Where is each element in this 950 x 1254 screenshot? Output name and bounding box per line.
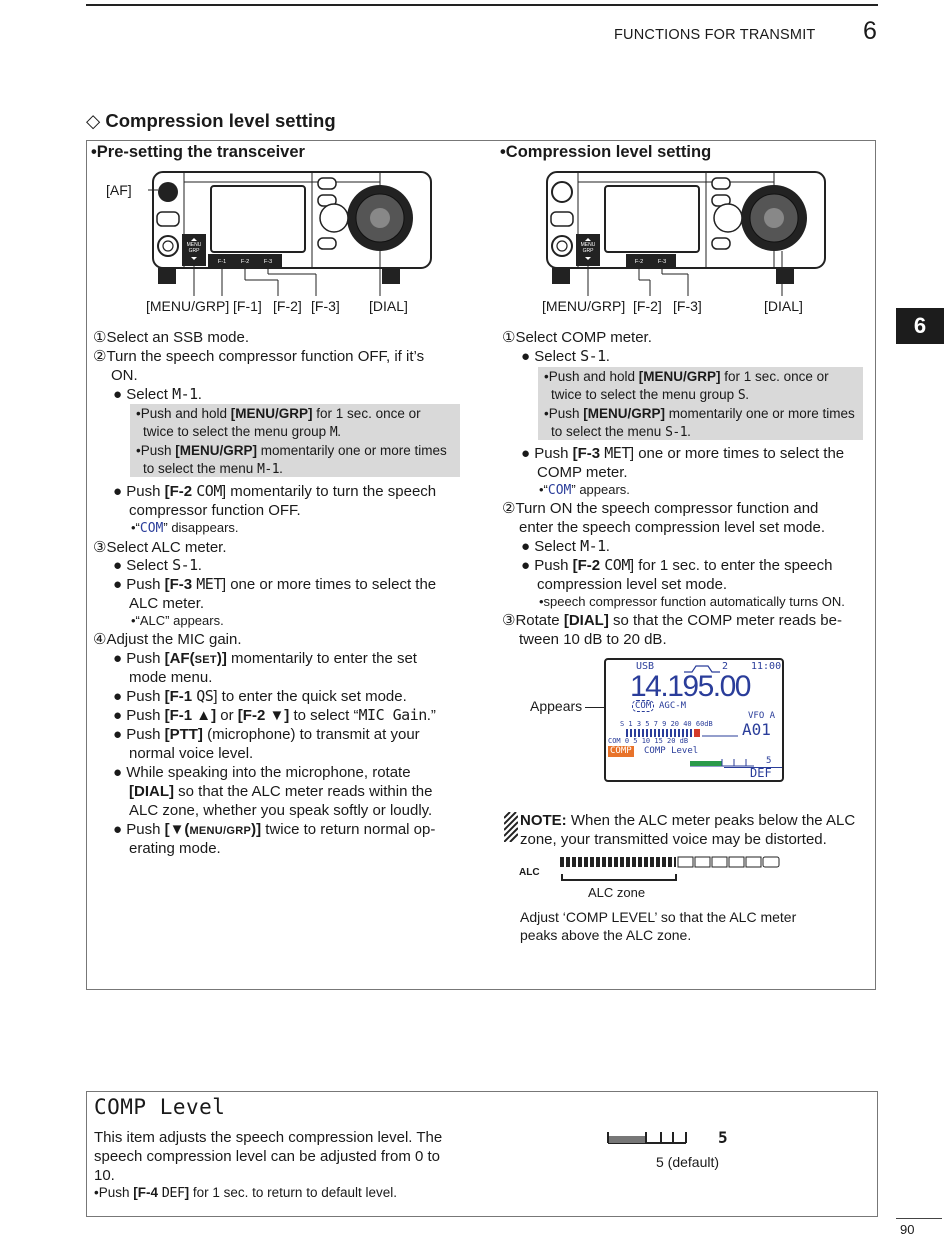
- comp-level-bar-graphic: [607, 1130, 687, 1146]
- right-f2-callout: [F-2]: [633, 298, 662, 314]
- af-callout: [AF]: [106, 182, 132, 198]
- lcd-mode: USB: [636, 661, 655, 672]
- left-step-4-b6: ● Push [▼(MENU/GRP)] twice to return normal op-: [113, 821, 436, 838]
- left-panel-illustration: [148, 168, 438, 298]
- left-step-3-sub: •“ALC” appears.: [131, 613, 224, 628]
- right-step-2-select: ● Select M-1.: [521, 537, 610, 555]
- right-dial-callout: [DIAL]: [764, 298, 803, 314]
- alc-meter: [558, 856, 784, 886]
- right-step-1-push-cont: COMP meter.: [537, 464, 628, 481]
- left-dial-callout: [DIAL]: [369, 298, 408, 314]
- chapter-number: 6: [863, 17, 877, 45]
- left-f3-callout: [F-3]: [311, 298, 340, 314]
- right-menu-grp-callout: [MENU/GRP]: [542, 298, 626, 314]
- left-grp-key-label: GRP: [188, 248, 200, 254]
- page-number: 90: [900, 1222, 915, 1237]
- left-f2-key-label: F-2: [240, 259, 250, 265]
- lcd-s-scale: S 1 3 5 7 9 20 40 60dB: [620, 720, 713, 728]
- note-hatch-icon: [504, 812, 518, 842]
- left-menu-grp-callout: [MENU/GRP]: [146, 298, 230, 314]
- alc-label: ALC: [519, 867, 540, 878]
- left-step-4-b4: ● Push [PTT] (microphone) to transmit at your: [113, 726, 420, 743]
- right-step-2-cont: enter the speech compression level set mode.: [519, 519, 825, 536]
- right-panel-illustration: [542, 168, 832, 298]
- lcd-time: 11:00: [751, 661, 782, 672]
- lcd-frequency: 14.195.00: [630, 670, 750, 703]
- lcd-filter-number: 2: [722, 661, 729, 672]
- right-step-2: ②Turn ON the speech compressor function and: [502, 500, 819, 517]
- left-f3-key-label: F-3: [263, 259, 273, 265]
- right-step-1-select: ● Select S-1.: [521, 347, 610, 365]
- left-step-4-b6-cont: erating mode.: [129, 840, 221, 857]
- adjust-line-2: peaks above the ALC zone.: [520, 927, 692, 943]
- right-step-3-cont: tween 10 dB to 20 dB.: [519, 631, 667, 648]
- left-step-4-b1: ● Push [AF(SET)] momentarily to enter the set: [113, 650, 417, 667]
- right-menu-note: •Push and hold [MENU/GRP] for 1 sec. once or twice to select the menu group S. •Push [MENU/GRP] momentarily one or more times to select the menu S-1.: [538, 367, 863, 440]
- comp-level-default-caption: 5 (default): [656, 1154, 720, 1170]
- chapter-title: FUNCTIONS FOR TRANSMIT: [614, 27, 816, 43]
- left-step-4-b5-cont1: [DIAL] so that the ALC meter reads within the: [129, 783, 433, 800]
- right-f2-key-label: F-2: [634, 259, 644, 265]
- page-number-rule: [896, 1218, 942, 1219]
- lcd-memory: A01: [742, 720, 771, 739]
- right-step-2-sub: •speech compressor function automatically turns ON.: [539, 594, 845, 609]
- left-step-3: ③Select ALC meter.: [93, 539, 227, 556]
- left-f1-callout: [F-1]: [233, 298, 262, 314]
- left-step-3-push-cont: ALC meter.: [129, 595, 205, 612]
- comp-level-title: COMP Level: [94, 1095, 226, 1119]
- chapter-side-tab: 6: [896, 308, 944, 344]
- left-f2-callout: [F-2]: [273, 298, 302, 314]
- comp-level-desc-2: speech compression level can be adjusted from 0 to: [94, 1148, 441, 1165]
- left-step-2-sub: •“COM” disappears.: [131, 520, 239, 536]
- right-step-1: ①Select COMP meter.: [502, 329, 652, 346]
- left-step-2-cont: ON.: [111, 367, 138, 384]
- left-step-2-push: ● Push [F-2 COM] momentarily to turn the speech: [113, 482, 437, 500]
- section-heading: [86, 110, 336, 132]
- left-step-4-b5-cont2: ALC zone, whether you speak softly or loudly.: [129, 802, 433, 819]
- comp-level-desc-1: This item adjusts the speech compression level. The: [94, 1129, 443, 1146]
- left-step-3-push: ● Push [F-3 MET] one or more times to select the: [113, 575, 437, 593]
- right-step-2-push: ● Push [F-2 COM] for 1 sec. to enter the speech: [521, 556, 833, 574]
- diamond-icon: ◇: [86, 110, 101, 131]
- right-menu-key-label: MENU: [580, 242, 596, 248]
- comp-level-desc-3: 10.: [94, 1167, 115, 1184]
- right-step-2-push-cont: compression level set mode.: [537, 576, 728, 593]
- top-rule: [86, 4, 878, 6]
- appears-label: Appears: [530, 698, 583, 714]
- left-step-1: ①Select an SSB mode.: [93, 329, 250, 346]
- left-menu-key-label: MENU: [186, 242, 202, 248]
- lcd-comp-label: COMP Level: [644, 746, 699, 756]
- lcd-com-tag: COM: [632, 700, 654, 712]
- alc-zone-label: ALC zone: [588, 885, 646, 900]
- left-step-4-b5: ● While speaking into the microphone, rotate: [113, 764, 411, 781]
- right-step-1-push: ● Push [F-3 MET] one or more times to select the: [521, 444, 845, 462]
- left-step-4-b1-cont: mode menu.: [129, 669, 213, 686]
- left-step-3-select: ● Select S-1.: [113, 556, 202, 574]
- right-column-heading: •Compression level setting: [500, 143, 712, 161]
- adjust-line-1: Adjust ‘COMP LEVEL’ so that the ALC meter: [520, 909, 797, 925]
- right-f3-key-label: F-3: [657, 259, 667, 265]
- lcd-level-value: 5: [766, 756, 772, 766]
- lcd-agc: AGC-M: [659, 701, 687, 711]
- left-column-heading: •Pre-setting the transceiver: [91, 143, 305, 161]
- right-grp-key-label: GRP: [582, 248, 594, 254]
- lcd-display: [604, 658, 784, 782]
- right-step-3: ③Rotate [DIAL] so that the COMP meter reads be-: [502, 612, 842, 629]
- left-step-2: ②Turn the speech compressor function OFF, if it’s: [93, 348, 425, 365]
- lcd-vfo: VFO A: [748, 711, 776, 721]
- left-step-2-push-cont: compressor function OFF.: [129, 502, 301, 519]
- left-step-4-b4-cont: normal voice level.: [129, 745, 254, 762]
- lcd-def: DEF: [750, 766, 772, 780]
- comp-level-push: •Push [F-4 DEF] for 1 sec. to return to default level.: [94, 1185, 397, 1201]
- left-step-2-select: ● Select M-1.: [113, 385, 202, 403]
- left-step-4-b2: ● Push [F-1 QS] to enter the quick set mode.: [113, 687, 407, 705]
- note-line-2: zone, your transmitted voice may be distorted.: [520, 831, 827, 848]
- section-title: Compression level setting: [105, 110, 336, 131]
- lcd-comp-tag: COMP: [610, 746, 632, 756]
- left-step-4: ④Adjust the MIC gain.: [93, 631, 242, 648]
- right-step-1-sub: •“COM” appears.: [539, 482, 630, 498]
- comp-level-value: 5: [718, 1128, 728, 1147]
- left-menu-note: •Push and hold [MENU/GRP] for 1 sec. once or twice to select the menu group M. •Push [MENU/GRP] momentarily one or more times to select the menu M-1.: [130, 404, 460, 477]
- right-f3-callout: [F-3]: [673, 298, 702, 314]
- left-step-4-b3: ● Push [F-1 ▲] or [F-2 ▼] to select “MIC Gain.”: [113, 706, 436, 724]
- left-f1-key-label: F-1: [217, 259, 227, 265]
- lcd-com-scale: COM 0 5 10 15 20 dB: [608, 737, 689, 745]
- note-line-1: NOTE: When the ALC meter peaks below the ALC: [520, 812, 856, 829]
